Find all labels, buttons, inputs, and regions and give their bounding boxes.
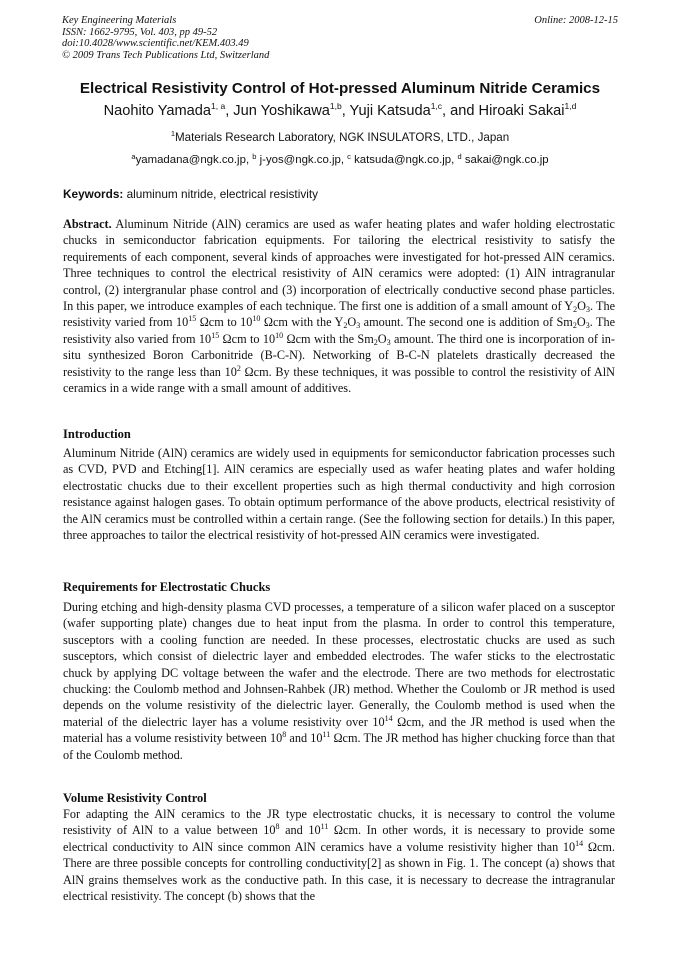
email-mark: c — [347, 152, 351, 161]
subscript: 3 — [585, 305, 590, 315]
superscript: 8 — [282, 730, 287, 740]
subscript: 3 — [386, 337, 391, 347]
abstract-label: Abstract. — [63, 217, 112, 231]
copyright-line: © 2009 Trans Tech Publications Ltd, Switzerland — [62, 49, 270, 61]
keywords-label: Keywords: — [63, 187, 124, 201]
paper-title: Electrical Resistivity Control of Hot-pressed Aluminum Nitride Ceramics — [79, 80, 601, 97]
email-mark: b — [252, 152, 257, 161]
email-link[interactable]: katsuda@ngk.co.jp — [354, 154, 452, 166]
online-date: Online: 2008-12-15 — [534, 15, 618, 26]
subscript: 2 — [343, 321, 348, 331]
email-mark: a — [131, 152, 136, 161]
author-name: Naohito Yamada — [103, 103, 211, 119]
superscript: 14 — [575, 838, 584, 848]
requirements-paragraph: During etching and high-density plasma CVD processes, a temperature of a silicon wafer placed on a susceptor (wafer supporting plate) changes due to heat input from the plasma. In order to control this temperature, susceptors with a cooling function are needed. In these processes, electrostatic chucks are used as such susceptors, which consist of dielectric layer and embedded electrodes. The wafer sticks to the electrostatic chuck by applying DC voltage between the wafer and the electrode. There are two methods for electrostatic chucking: the Coulomb method and Johnsen-Rahbek (JR) method. Whether the Coulomb or JR method is used depends on the volume resistivity of the dielectric layer. Generally, the Coulomb method is used when the material of the dielectric layer has a volume resistivity over $10^{14}$ Ωcm, and the JR method is used when the material has a volume resistivity between $10^8$ and $10^{11}$ Ωcm. The JR method has higher chucking force than that of the Coulomb method. — [63, 600, 616, 762]
doi-line: doi:10.4028/www.scientific.net/KEM.403.49 — [62, 38, 249, 49]
abstract-paragraph — [63, 216, 615, 396]
subscript: 2 — [573, 305, 578, 315]
author-name: Hiroaki Sakai — [478, 103, 565, 119]
email-mark: d — [457, 152, 462, 161]
author-name: Jun Yoshikawa — [233, 103, 330, 119]
author-affil-mark: 1,d — [564, 101, 577, 111]
superscript: 10 — [275, 330, 284, 340]
author-separator: , — [225, 103, 234, 119]
journal-header — [62, 15, 618, 61]
volume-resistivity-paragraph: For adapting the AlN ceramics to the JR type electrostatic chucks, it is necessary to control the volume resistivity of AlN to a value between $10^8$ and $10^{11}$ Ωcm. In other words, it is necessary to provide some electrical conductivity to AlN since common AlN ceramics have a volume resistivity higher than $10^{14}$ Ωcm. There are three possible concepts for controlling conductivity[2] as shown in Fig. 1. The concept (a) shows that AlN grains themselves work as the conductive path. In this case, it is necessary to decrease the intragranular electrical resistivity. The concept (b) shows that the — [63, 807, 615, 904]
email-link[interactable]: j-yos@ngk.co.jp — [259, 154, 341, 166]
section-heading-introduction: Introduction — [63, 427, 131, 441]
superscript: 15 — [211, 330, 220, 340]
issn-line: ISSN: 1662-9795, Vol. 403, pp 49-52 — [62, 26, 218, 38]
email-link[interactable]: sakai@ngk.co.jp — [464, 154, 549, 166]
email-list: $^a$yamadana@ngk.co.jp, $^b$ j-yos@ngk.co.jp, $^c$ katsuda@ngk.co.jp, $^d$ sakai@ngk.co.jp — [131, 152, 549, 166]
superscript: 11 — [320, 822, 329, 832]
superscript: 11 — [322, 730, 331, 740]
section-heading-requirements: Requirements for Electrostatic Chucks — [63, 580, 271, 594]
subscript: 3 — [585, 321, 590, 331]
superscript: 15 — [188, 314, 197, 324]
superscript: 2 — [236, 363, 241, 373]
introduction-paragraph: Aluminum Nitride (AlN) ceramics are widely used in equipments for semiconductor fabrication processes such as CVD, PVD and Etching[1]. AlN ceramics are especially used as wafer heating plates and wafer holding electrostatic chucks due to their excellent properties such as high thermal conductivity and high corrosion resistance against halogen gases. To obtain optimum performance of the above products, electrical resistivity of the AlN ceramics must be controlled within a certain range. (See the following section for details.) In this paper, three approaches to tailor the electrical resistivity of hot-pressed AlN ceramics were investigated. — [63, 446, 615, 543]
affiliation — [40, 131, 640, 144]
keywords — [63, 187, 615, 201]
journal-name: Key Engineering Materials — [62, 15, 177, 26]
superscript: 10 — [252, 314, 261, 324]
author-list — [40, 103, 640, 119]
author-separator: , and — [442, 103, 479, 119]
author-affil-mark: 1, a — [211, 101, 226, 111]
subscript: 2 — [572, 321, 577, 331]
abstract-text: Aluminum Nitride (AlN) ceramics are used as wafer heating plates and wafer holding electrostatic chucks in semiconductor fabrication equipments. For tailoring the electrical resistivity to satisfy the requirements of each component, several kinds of approaches were investigated for hot-pressed AlN ceramics. Three techniques to control the electrical resistivity of AlN ceramics were adopted: (1) AlN intragranular control, (2) intergranular phase control and (3) incorporation of electrically conductive second phase particles. In this paper, we introduce examples of each technique. The first one is addition of a small amount of $Y_2O_3$. The resistivity varied from $10^{15}$ Ωcm to $10^{10}$ Ωcm with the $Y_2O_3$ amount. The second one is addition of $Sm_2O_3$. The resistivity also varied from $10^{15}$ Ωcm to $10^{10}$ Ωcm with the $Sm_2O_3$ amount. The third one is incorporation of in-situ synthesized Boron Carbonitride (B-C-N). Networking of B-C-N platelets drastically decreased the resistivity to the range less than $10^2$ Ωcm. By these techniques, it was possible to control the resistivity of AlN ceramics in a wide range with a small amount of additives. — [63, 217, 616, 396]
superscript: 8 — [275, 822, 280, 832]
author-name: Yuji Katsuda — [349, 103, 431, 119]
author-affil-mark: 1,b — [329, 101, 342, 111]
affiliation-mark: 1 — [170, 129, 175, 138]
author-affil-mark: 1,c — [430, 101, 443, 111]
section-heading-volume-resistivity: Volume Resistivity Control — [63, 791, 207, 805]
superscript: 14 — [384, 713, 393, 723]
subscript: 3 — [356, 321, 361, 331]
subscript: 2 — [373, 337, 378, 347]
keywords-text: aluminum nitride, electrical resistivity — [126, 187, 319, 201]
affiliation-text: Materials Research Laboratory, NGK INSULATORS, LTD., Japan — [174, 131, 510, 144]
email-link[interactable]: yamadana@ngk.co.jp — [135, 154, 246, 166]
author-separator: , — [341, 103, 350, 119]
